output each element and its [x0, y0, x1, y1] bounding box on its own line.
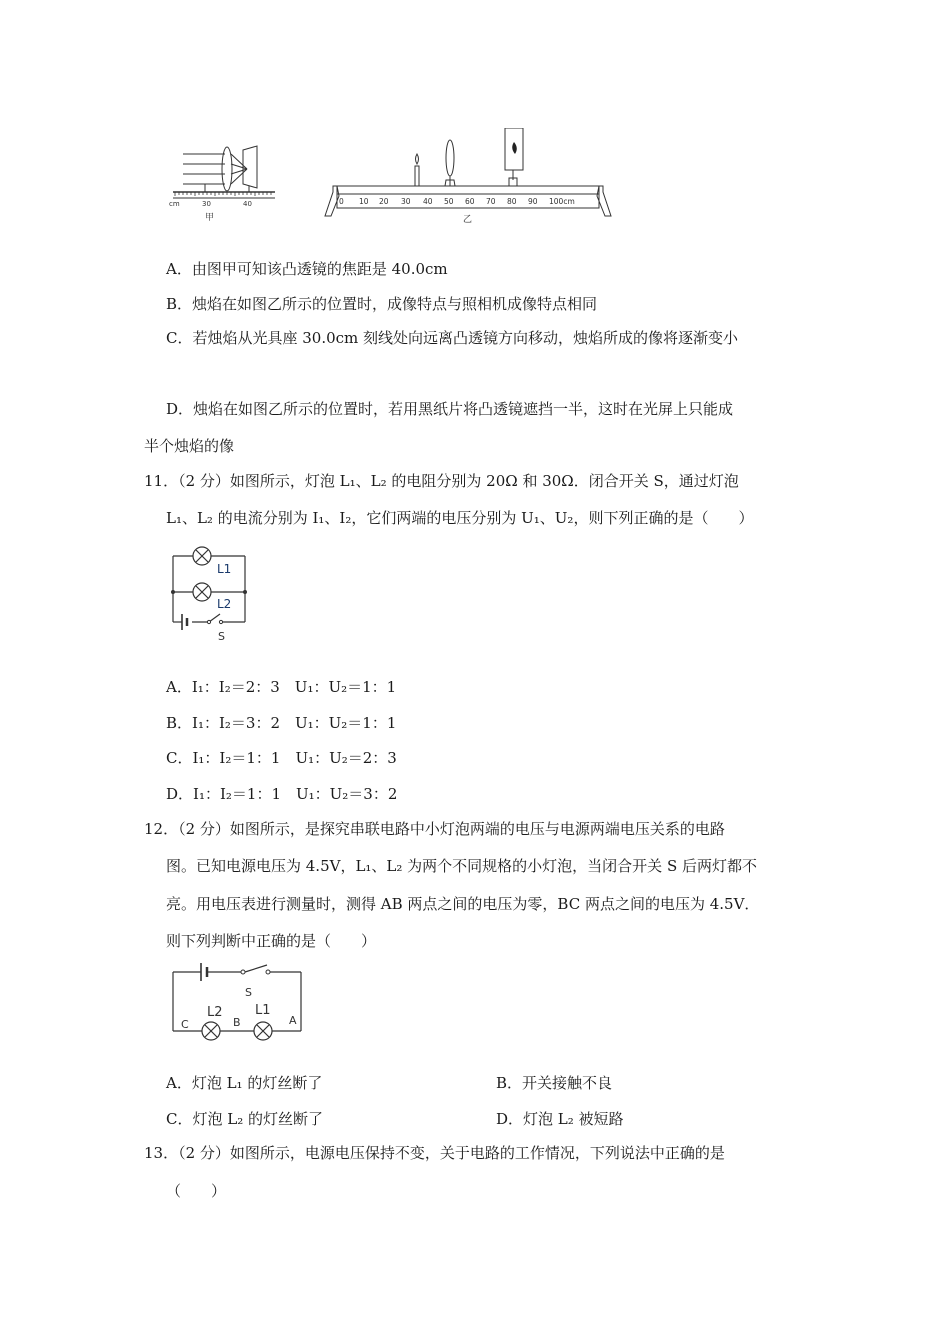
- q10-option-b: B．烛焰在如图乙所示的位置时，成像特点与照相机成像特点相同: [166, 295, 598, 313]
- yi-label: 乙: [463, 215, 473, 225]
- jia-label: 甲: [205, 213, 215, 223]
- q13-points: （2 分）: [178, 1144, 230, 1162]
- q11-switch-label: S: [218, 630, 225, 643]
- jia-tick-cm: cm: [169, 200, 180, 208]
- q10-option-a: A．由图甲可知该凸透镜的焦距是 40.0cm: [166, 260, 448, 278]
- q11-stem-line2: L₁、L₂ 的电流分别为 I₁、I₂，它们两端的电压分别为 U₁、U₂，则下列正确的是（ ）: [166, 509, 754, 527]
- yi-tick-10: 10: [359, 197, 369, 206]
- yi-tick-20: 20: [379, 197, 389, 206]
- q12-stem-line2: 图。已知电源电压为 4.5V，L₁、L₂ 为两个不同规格的小灯泡，当闭合开关 S 后两灯都不: [166, 857, 757, 875]
- yi-tick-0: 0: [339, 197, 344, 206]
- q10-option-d-line1: D．烛焰在如图乙所示的位置时，若用黑纸片将凸透镜遮挡一半，这时在光屏上只能成: [166, 400, 734, 418]
- q12-option-d: D．灯泡 L₂ 被短路: [496, 1110, 624, 1128]
- q12-point-c: C: [181, 1018, 189, 1031]
- yi-tick-50: 50: [444, 197, 454, 206]
- q12-point-b: B: [233, 1016, 241, 1029]
- q12-option-b: B．开关接触不良: [496, 1074, 613, 1092]
- q13-stem-line2: （ ）: [166, 1182, 227, 1200]
- q12-stem-line3: 亮。用电压表进行测量时，测得 AB 两点之间的电压为零，BC 两点之间的电压为 4.5V．: [166, 895, 760, 913]
- yi-tick-100cm: 100cm: [549, 197, 575, 206]
- q12-circuit-figure: [165, 960, 310, 1050]
- q11-option-c: C．I₁：I₂＝1：1 U₁：U₂＝2：3: [166, 749, 397, 767]
- q11-lamp2-label: L2: [217, 597, 232, 611]
- q13-number: 13．: [144, 1144, 179, 1162]
- jia-tick-40: 40: [243, 200, 252, 208]
- q12-option-a: A．灯泡 L₁ 的灯丝断了: [166, 1074, 323, 1092]
- q11-stem-text: 如图所示，灯泡 L₁、L₂ 的电阻分别为 20Ω 和 30Ω．闭合开关 S，通过灯泡: [229, 472, 739, 490]
- yi-tick-60: 60: [465, 197, 475, 206]
- q12-point-a: A: [289, 1014, 297, 1027]
- q11-number: 11．: [144, 472, 179, 490]
- q10-option-d-line2: 半个烛焰的像: [144, 437, 235, 455]
- q11-lamp1-label: L1: [217, 562, 232, 576]
- q11-points: （2 分）: [178, 472, 230, 490]
- q11-option-a: A．I₁：I₂＝2：3 U₁：U₂＝1：1: [166, 678, 397, 696]
- q11-stem-line1: [144, 471, 739, 491]
- q12-switch-label: S: [245, 986, 252, 999]
- yi-tick-80: 80: [507, 197, 517, 206]
- q10-figure: [165, 128, 615, 228]
- q11-option-d: D．I₁：I₂＝1：1 U₁：U₂＝3：2: [166, 785, 398, 803]
- q12-points: （2 分）: [178, 820, 230, 838]
- q11-circuit-figure: [165, 540, 255, 645]
- q10-option-c: C．若烛焰从光具座 30.0cm 刻线处向远离凸透镜方向移动，烛焰所成的像将逐渐变小: [166, 329, 739, 347]
- q12-stem-line1: [144, 819, 725, 839]
- q11-option-b: B．I₁：I₂＝3：2 U₁：U₂＝1：1: [166, 714, 397, 732]
- q12-number: 12．: [144, 820, 179, 838]
- yi-tick-90: 90: [528, 197, 538, 206]
- q12-lamp1-label: L1: [255, 1003, 271, 1018]
- q12-lamp2-label: L2: [207, 1005, 223, 1020]
- q12-stem-text: 如图所示，是探究串联电路中小灯泡两端的电压与电源两端电压关系的电路: [229, 820, 725, 838]
- q12-option-c: C．灯泡 L₂ 的灯丝断了: [166, 1110, 323, 1128]
- q13-stem-line1: [144, 1143, 725, 1163]
- yi-tick-30: 30: [401, 197, 411, 206]
- q12-stem-line4: 则下列判断中正确的是（ ）: [166, 932, 377, 950]
- q13-stem-text: 如图所示，电源电压保持不变，关于电路的工作情况，下列说法中正确的是: [229, 1144, 725, 1162]
- yi-tick-70: 70: [486, 197, 496, 206]
- figure-jia: [173, 146, 275, 198]
- yi-tick-40: 40: [423, 197, 433, 206]
- jia-tick-30: 30: [202, 200, 211, 208]
